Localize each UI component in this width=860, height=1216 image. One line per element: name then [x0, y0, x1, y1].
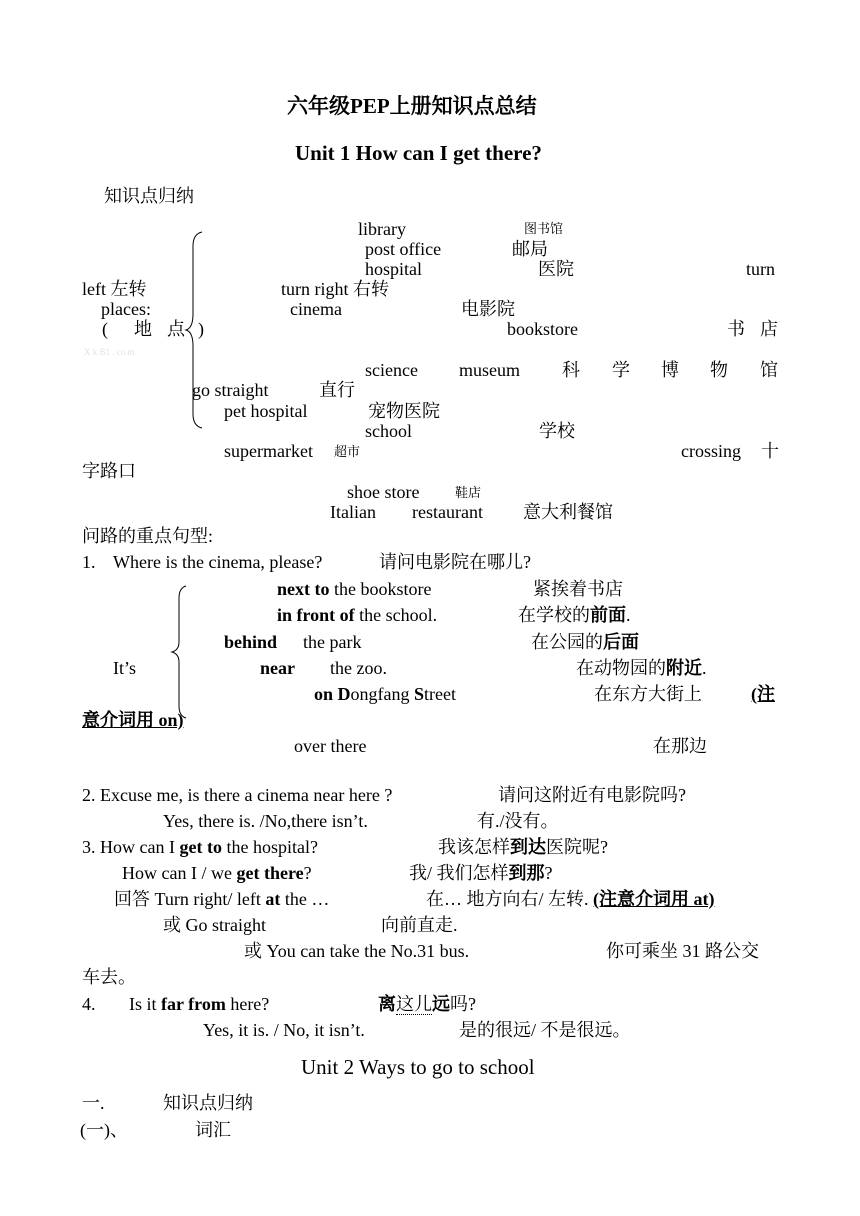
vocab-supermarket: supermarket	[224, 441, 313, 461]
vocab-school-cn: 学校	[539, 421, 575, 441]
prep-near: near	[260, 658, 295, 678]
vocab-hospital-cn: 医院	[538, 259, 574, 279]
vocab-crossing-cn-2: 字路口	[82, 461, 136, 481]
q3-english-2: How can I / we get there?	[122, 863, 312, 883]
vocab-turn: turn	[746, 259, 775, 279]
prep-on-cn: 在东方大街上	[594, 684, 702, 704]
q3-alt2: 或 You can take the No.31 bus.	[244, 941, 470, 961]
q4-answer: Yes, it is. / No, it isn’t.	[203, 1020, 365, 1040]
q3-alt2-cn-a: 你可乘坐 31 路公交	[606, 941, 759, 961]
over-there-cn: 在那边	[653, 736, 707, 756]
prep-in-front-of-cn: 在学校的前面.	[518, 605, 631, 625]
vocab-crossing-cn-1: 十	[761, 441, 779, 461]
q1-number: 1.	[82, 552, 96, 572]
q4-chinese: 离这儿远吗?	[378, 994, 476, 1014]
q2-chinese: 请问这附近有电影院吗?	[498, 785, 686, 805]
vocab-shoe-store-cn: 鞋店	[455, 485, 482, 500]
vocab-left: left 左转	[82, 279, 147, 299]
vocab-places: places:	[101, 299, 151, 319]
q1-chinese: 请问电影院在哪儿?	[379, 552, 531, 572]
q4-number: 4.	[82, 994, 96, 1014]
vocab-crossing: crossing	[681, 441, 741, 461]
prep-on-note-a: (注	[751, 684, 775, 704]
q3-alt1-cn: 向前直走.	[381, 915, 458, 935]
vocab-pet-hospital: pet hospital	[224, 401, 308, 421]
vocab-pet-hospital-cn: 宠物医院	[368, 401, 440, 421]
vocab-museum: museum	[459, 360, 520, 380]
vocab-museum-cn-1: 学	[612, 360, 630, 380]
q3-chinese-2: 我/ 我们怎样到那?	[409, 863, 553, 883]
vocab-library-cn: 图书馆	[524, 221, 564, 236]
vocab-supermarket-cn: 超市	[334, 444, 361, 459]
places-cn-close: )	[198, 319, 204, 339]
unit2-section-number: 一.	[82, 1093, 105, 1113]
unit2-heading: Unit 2 Ways to go to school	[301, 1055, 535, 1079]
vocab-turn-right: turn right 右转	[281, 279, 389, 299]
vocab-hospital: hospital	[365, 259, 422, 279]
vocab-library: library	[358, 219, 406, 239]
vocab-bookstore: bookstore	[507, 319, 578, 339]
vocab-restaurant-cn: 意大利餐馆	[523, 502, 613, 522]
vocab-museum-cn-3: 物	[710, 360, 728, 380]
page-title: 六年级PEP上册知识点总结	[287, 94, 537, 118]
unit1-heading: Unit 1 How can I get there?	[295, 141, 542, 165]
unit2-section-label: 知识点归纳	[163, 1093, 253, 1113]
q2-english: 2. Excuse me, is there a cinema near here ?	[82, 785, 393, 805]
q1-english: Where is the cinema, please?	[113, 552, 323, 572]
prep-behind-rest: the park	[303, 632, 362, 652]
its-brace	[170, 584, 192, 720]
vocab-post-office: post office	[365, 239, 442, 259]
vocab-shoe-store: shoe store	[347, 482, 420, 502]
q3-english: 3. How can I get to the hospital?	[82, 837, 318, 857]
watermark: X k B1 . co m	[84, 347, 135, 357]
vocab-school: school	[365, 421, 412, 441]
prep-next-to: next to the bookstore	[277, 579, 432, 599]
prep-on: on Dongfang Street	[314, 684, 456, 704]
prep-near-cn: 在动物园的附近.	[576, 658, 707, 678]
prep-on-note-b: 意介词用 on)	[82, 710, 184, 730]
places-cn-di: 地	[134, 319, 152, 339]
q2-answer: Yes, there is. /No,there isn’t.	[163, 811, 368, 831]
vocab-bookstore-cn-2: 店	[760, 319, 778, 339]
vocab-restaurant: restaurant	[412, 502, 483, 522]
sentences-heading: 问路的重点句型:	[82, 526, 214, 546]
vocab-museum-cn-2: 博	[661, 360, 679, 380]
q3-reply: 回答 Turn right/ left at the …	[114, 889, 330, 909]
vocab-go-straight: go straight	[192, 380, 269, 400]
its-label: It’s	[113, 658, 137, 678]
vocab-museum-cn-4: 馆	[760, 360, 778, 380]
vocab-go-straight-cn: 直行	[319, 380, 355, 400]
vocab-post-office-cn: 邮局	[512, 239, 548, 259]
q4-answer-cn: 是的很远/ 不是很远。	[459, 1020, 631, 1040]
unit2-sub-number: (一)、	[80, 1120, 128, 1140]
vocab-science: science	[365, 360, 418, 380]
vocab-museum-cn-0: 科	[562, 360, 580, 380]
prep-behind-cn: 在公园的后面	[531, 632, 639, 652]
vocab-italian: Italian	[330, 502, 376, 522]
q4-english: Is it far from here?	[129, 994, 270, 1014]
places-cn-open: (	[102, 319, 108, 339]
unit1-section-label: 知识点归纳	[104, 186, 194, 206]
unit2-sub-label: 词汇	[195, 1120, 231, 1140]
q3-alt1: 或 Go straight	[163, 915, 266, 935]
q3-alt2-cn-b: 车去。	[82, 967, 136, 987]
vocab-cinema: cinema	[290, 299, 342, 319]
prep-behind: behind	[224, 632, 278, 652]
q2-answer-cn: 有./没有。	[477, 811, 559, 831]
prep-near-rest: the zoo.	[330, 658, 387, 678]
q3-reply-cn: 在… 地方向右/ 左转. (注意介词用 at)	[426, 889, 715, 909]
q3-chinese: 我该怎样到达医院呢?	[438, 837, 608, 857]
prep-next-to-cn: 紧挨着书店	[533, 579, 623, 599]
vocab-brace	[184, 230, 208, 430]
prep-in-front-of: in front of the school.	[277, 605, 438, 625]
vocab-cinema-cn: 电影院	[461, 299, 515, 319]
vocab-bookstore-cn-1: 书	[727, 319, 745, 339]
over-there: over there	[294, 736, 367, 756]
places-cn-dian: 点	[167, 319, 185, 339]
